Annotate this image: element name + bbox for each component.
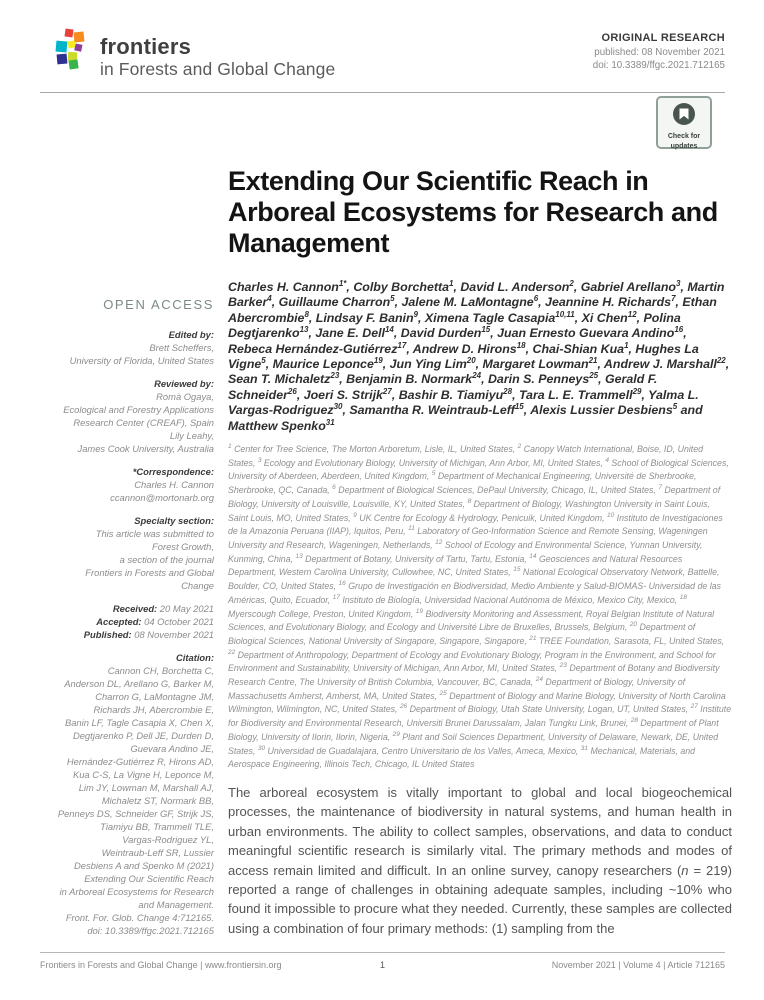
article-body — [228, 783, 732, 938]
affiliation: $^{10}$ Instituto de Investigaciones de la Amazonia Peruana (IIAP), Iquitos, Peru, — [228, 511, 723, 537]
affiliation: $^{31}$ Mechanical, Materials, and Aerospace Engineering, Illinois Tech, Chicago, IL United States — [228, 744, 696, 770]
affiliation-number: 13 — [295, 552, 303, 560]
affiliation: $^{21}$ TREE Foundation, Sarasota, FL, United States, — [529, 634, 725, 646]
affiliation-number: 23 — [559, 662, 567, 670]
footer-page-number: 1 — [379, 960, 385, 970]
author-affiliation-ref: 19 — [373, 355, 383, 365]
correspondence-name: Charles H. Cannon — [134, 479, 214, 490]
text-line: a section of the journal — [119, 554, 214, 565]
brand-text — [100, 28, 335, 79]
page-header — [40, 26, 725, 92]
author-affiliation-ref: 1 — [449, 278, 454, 288]
affiliation: $^{19}$ Biodiversity Monitoring and Assessment, Royal Belgian Institute of Natural Sciences, and Evolutionary Biology, and Ecology and Université Libre de Bruxelles, Brussels, Belgium, — [228, 607, 715, 633]
affiliation-number: 7 — [658, 484, 662, 492]
affiliation-number: 16 — [338, 580, 346, 588]
author-name: Matthew Spenko$^{31}$ — [228, 417, 335, 433]
affiliation-number: 1 — [228, 443, 232, 451]
correspondence-email[interactable]: ccannon@mortonarb.org — [110, 492, 214, 503]
author-name: Darin S. Penneys$^{25}$ — [487, 371, 599, 387]
affiliation-number: 15 — [513, 566, 521, 574]
received-row — [40, 602, 214, 615]
header-divider — [40, 92, 725, 93]
affiliation-number: 10 — [606, 511, 615, 519]
author-affiliation-ref: 4 — [267, 294, 272, 304]
text-line: Frontiers in Forests and Global — [85, 567, 214, 578]
author-name: Colby Borchetta$^1$ — [353, 278, 454, 294]
footer-journal-name: Frontiers in Forests and Global Change — [40, 960, 198, 970]
author-affiliation-ref: 5 — [672, 402, 678, 412]
published-label: Published: — [83, 629, 132, 640]
text-line: Cannon CH, Borchetta C, — [107, 665, 214, 676]
text-line: Vargas-Rodriguez YL, — [122, 834, 214, 845]
author-affiliation-ref: 1 — [624, 340, 629, 350]
text-line: Weintraub-Leff SR, Lussier — [101, 847, 214, 858]
footer-row — [40, 960, 725, 970]
author-name: Jane E. Dell$^{14}$ — [315, 325, 394, 341]
author-name: David L. Anderson$^2$ — [460, 278, 574, 294]
author-name: Ximena Tagle Casapia$^{10,11}$ — [424, 309, 575, 325]
author-name: Tara L. E. Trammell$^{29}$ — [518, 386, 642, 402]
author-name: Gerald F. Schneider$^{26}$ — [228, 372, 658, 402]
author-affiliation-ref: 3 — [675, 278, 681, 288]
text-line: Brett Scheffers, — [149, 342, 214, 353]
author-affiliation-ref: 21 — [588, 355, 598, 365]
affiliation: $^4$ School of Biological Sciences, University of Aberdeen, Aberdeen, United Kingdom, — [228, 456, 729, 482]
author-name: Margaret Lowman$^{21}$ — [482, 355, 598, 372]
author-affiliation-ref: 22 — [716, 355, 726, 365]
affiliation-number: 12 — [435, 539, 443, 547]
author-list: Charles H. Cannon$^{1*}$, Colby Borchetta$^1$, David L. Anderson$^2$, Gabriel Arellano$^3$, Martin Barker$^4$, Guillaume Charron$^5$, Jalene M. LaMontagne$^6$, Jeannine H. Richards$^7$, Ethan Abercrombie$^8$, Lindsay F. Banin$^9$, Ximena Tagle Casapia$^{10,11}$, Xi Chen$^{12}$, Polina Degtjarenko$^{13}$, Jane E. Dell$^{14}$, David Durden$^{15}$, Juan Ernesto Guevara Andino$^{16}$, Rebeca Hernández-Gutiérrez$^{17}$, Andrew D. Hirons$^{18}$, Chai-Shian Kua$^1$, Hughes La Vigne$^5$, Maurice Leponce$^{19}$, Jun Ying Lim$^{20}$, Margaret Lowman$^{21}$, Andrew J. Marshall$^{22}$, Sean T. Michaletz$^{23}$, Benjamin B. Normark$^{24}$, Darin S. Penneys$^{25}$, Gerald F. Schneider$^{26}$, Joeri S. Strijk$^{27}$, Bashir B. Tiamiyu$^{28}$, Tara L. E. Trammell$^{29}$, Yalma L. Vargas-Rodriguez$^{30}$, Samantha R. Weintraub-Leff$^{15}$, Alexis Lussier Desbiens$^5$ and Matthew Spenko$^{31}$ — [228, 278, 730, 433]
affiliation: $^{23}$ Department of Botany and Biodiversity Research Centre, The University of British Columbia, Vancouver, BC, Canada, — [228, 662, 720, 688]
author-affiliation-ref: 12 — [627, 309, 637, 319]
author-affiliation-ref: 20 — [466, 355, 476, 365]
article-title: Extending Our Scientific Reach in Arboreal Ecosystems for Research and Management — [228, 166, 718, 258]
brand-journal-name: in Forests and Global Change — [100, 59, 336, 79]
affiliation: $^{20}$ Department of Biological Sciences, National University of Singapore, Singapore, Singapore, — [228, 621, 696, 646]
author-name: Alexis Lussier Desbiens$^5$ — [530, 402, 678, 418]
author-name: Polina Degtjarenko$^{13}$ — [228, 310, 681, 341]
affiliation: $^{22}$ Department of Anthropology, Department of Ecology and Evolutionary Biology, Program in the Environment, and School for Environment and Sustainability, University of Michigan, Ann Arbor, MI, United States, — [228, 648, 716, 674]
published-date-line: published: 08 November 2021 — [594, 46, 725, 58]
text-line: Hernández-Gutiérrez R, Hirons AD, — [66, 756, 214, 767]
text-line: Lily Leahy, — [169, 430, 214, 441]
affiliation-number: 28 — [630, 717, 638, 725]
affiliation-number: 25 — [439, 689, 447, 697]
affiliation-number: 6 — [332, 484, 336, 492]
author-affiliation-ref: 23 — [330, 371, 340, 381]
affiliation: $^{16}$ Grupo de Investigación en Biodiversidad, Medio Ambiente y Salud-BIOMAS- Universidad de las Américas, Quito, Ecuador, — [228, 580, 721, 605]
text-line: doi: 10.3389/ffgc.2021.712165 — [87, 925, 214, 936]
author-affiliation-ref: 24 — [472, 371, 482, 381]
correspondence-label: *Correspondence: — [132, 466, 214, 477]
affiliation: $^{11}$ Laboratory of Geo-Information Science and Remote Sensing, Wageningen University and Research, Wageningen, Netherlands, — [228, 525, 708, 550]
text-line: Kua C-S, La Vigne H, Leponce M, — [72, 769, 214, 780]
author-affiliation-ref: 16 — [674, 325, 684, 335]
text-line: Research Center (CREAF), Spain — [73, 417, 214, 428]
accepted-row — [40, 615, 214, 628]
affiliation: $^{18}$ Myerscough College, Preston, United Kingdom, — [228, 593, 687, 619]
affiliation-number: 4 — [605, 456, 609, 464]
author-affiliation-ref: 1* — [338, 278, 347, 288]
affiliation: $^{26}$ Department of Biology, Utah State University, Logan, UT, United States, — [399, 703, 691, 715]
published-row — [40, 628, 214, 641]
affiliation-number: 27 — [690, 703, 698, 711]
check-for-updates-badge[interactable] — [656, 96, 712, 149]
author-name: Chai-Shian Kua$^1$ — [532, 340, 629, 356]
affiliation: $^{24}$ Department of Biology, University of Massachusetts Amherst, Amherst, MA, United States, — [228, 676, 686, 701]
reviewed-by-lines — [40, 390, 214, 455]
author-name: Jun Ying Lim$^{20}$ — [389, 355, 476, 372]
author-affiliation-ref: 9 — [413, 309, 418, 319]
author-name: Juan Ernesto Guevara Andino$^{16}$ — [497, 325, 684, 341]
affiliation-number: 17 — [332, 593, 340, 601]
author-affiliation-ref: 18 — [516, 340, 526, 350]
author-affiliation-ref: 10,11 — [555, 309, 575, 319]
correspondence-block — [40, 465, 214, 504]
affiliation: $^3$ Ecology and Evolutionary Biology, University of Michigan, Ann Arbor, MI, United States, — [257, 456, 606, 468]
text-line: Romà Ogaya, — [156, 391, 214, 402]
footer-url-link[interactable]: www.frontiersin.org — [204, 960, 282, 970]
citation-label: Citation: — [175, 652, 214, 663]
affiliation: $^{12}$ School of Ecology and Environmental Science, Yunnan University, Kunming, China, — [228, 539, 703, 564]
author-name: Hughes La Vigne$^5$ — [228, 341, 699, 372]
affiliation-number: 9 — [353, 511, 357, 519]
affiliation: $^{13}$ Department of Botany, University of Tartu, Tartu, Estonia, — [295, 552, 530, 564]
text-line: Forest Growth, — [152, 541, 214, 552]
text-line: Extending Our Scientific Reach — [84, 873, 214, 884]
received-value: 20 May 2021 — [157, 603, 214, 614]
article-type-label: ORIGINAL RESEARCH — [601, 32, 725, 44]
check-for-updates-label-line1: Check for — [667, 133, 701, 140]
author-affiliation-ref: 30 — [333, 402, 343, 412]
affiliation: $^2$ Canopy Watch International, Boise, ID, United States, — [228, 443, 704, 468]
author-affiliation-ref: 5 — [390, 294, 395, 304]
author-affiliation-ref: 15 — [514, 402, 524, 412]
affiliation-number: 19 — [415, 607, 423, 615]
received-label: Received: — [112, 603, 158, 614]
affiliation-number: 26 — [399, 703, 408, 711]
author-name: Charles H. Cannon$^{1*}$ — [228, 278, 347, 294]
author-name: Ethan Abercrombie$^8$ — [228, 295, 717, 325]
page-footer — [40, 952, 725, 970]
italic-text: n — [681, 862, 689, 878]
text-line: Lim JY, Lowman M, Marshall AJ, — [78, 782, 214, 793]
brand-name: frontiers — [100, 34, 192, 59]
author-name: Gabriel Arellano$^3$ — [580, 278, 681, 294]
author-affiliation-ref: 26 — [287, 386, 297, 396]
text-line: in Arboreal Ecosystems for Research — [59, 886, 214, 897]
header-meta — [593, 32, 725, 71]
citation-block — [40, 651, 214, 937]
author-name: David Durden$^{15}$ — [400, 325, 491, 341]
author-affiliation-ref: 7 — [671, 294, 676, 304]
affiliation: $^1$ Center for Tree Science, The Morton Arboretum, Lisle, IL, United States, — [228, 443, 518, 455]
affiliation-list — [228, 443, 732, 772]
author-affiliation-ref: 27 — [382, 386, 392, 396]
text-line: University of Florida, United States — [69, 355, 214, 366]
specialty-lines — [40, 527, 214, 592]
author-affiliation-ref: 31 — [325, 417, 335, 427]
edited-by-block — [40, 328, 214, 367]
text-line: Ecological and Forestry Applications — [63, 404, 214, 415]
specialty-section-block — [40, 514, 214, 592]
open-access-label: OPEN ACCESS — [103, 297, 214, 312]
author-name: Maurice Leponce$^{19}$ — [272, 355, 383, 372]
article-main-column — [228, 166, 732, 938]
author-affiliation-ref: 5 — [261, 355, 266, 365]
author-affiliation-ref: 14 — [384, 325, 394, 335]
author-name: Benjamin B. Normark$^{24}$ — [346, 371, 482, 387]
affiliation: $^{25}$ Department of Biology and Marine Biology, University of North Carolina Wilmington, Wilmington, NC, United States, — [228, 689, 726, 715]
affiliation: $^{30}$ Universidad de Guadalajara, Centro Universitario de los Valles, Ameca, Mexico, — [257, 744, 581, 756]
doi-line[interactable]: doi: 10.3389/ffgc.2021.712165 — [592, 60, 725, 71]
affiliation-number: 31 — [580, 744, 588, 752]
author-name: Jalene M. LaMontagne$^6$ — [401, 294, 539, 310]
affiliation: $^{29}$ Plant and Soil Sciences Department, University of Delaware, Newark, DE, United States, — [228, 730, 719, 756]
dates-block — [40, 602, 214, 641]
text-line: Charron G, LaMontagne JM, — [95, 691, 214, 702]
author-name: Guillaume Charron$^5$ — [278, 294, 395, 310]
affiliation-number: 11 — [408, 525, 415, 533]
affiliation: $^{14}$ Geosciences and Natural Resources Department, Western Carolina University, Cullowhee, NC, United States, — [228, 552, 683, 578]
affiliation: $^{28}$ Department of Plant Biology, University of Ilorin, Ilorin, Nigeria, — [228, 717, 719, 742]
affiliation-number: 22 — [228, 648, 236, 656]
text-line: This article was submitted to — [95, 528, 214, 539]
text-line: Banin LF, Tagle Casapia X, Chen X, — [64, 717, 214, 728]
citation-lines — [40, 664, 214, 937]
author-name: Xi Chen$^{12}$ — [581, 309, 637, 325]
text-line: Change — [181, 580, 214, 591]
text-line: Degtjarenko P, Dell JE, Durden D, — [72, 730, 214, 741]
affiliation: $^6$ Department of Biological Sciences, DePaul University, Chicago, IL, United States, — [332, 484, 659, 496]
specialty-section-label: Specialty section: — [134, 515, 214, 526]
affiliation-number: 8 — [467, 497, 472, 505]
accepted-value: 04 October 2021 — [141, 616, 214, 627]
affiliation: $^7$ Department of Biology, University of Louisville, Louisville, KY, United States, — [228, 484, 721, 509]
author-affiliation-ref: 17 — [397, 340, 407, 350]
author-affiliation-ref: 2 — [569, 278, 574, 288]
text-line: Richards JH, Abercrombie E, — [93, 704, 214, 715]
text-line: Guevara Andino JE, — [130, 743, 214, 754]
check-for-updates-label-line2: updates — [670, 142, 698, 150]
author-name: Andrew J. Marshall$^{22}$ — [603, 355, 726, 372]
affiliation: $^9$ UK Centre for Ecology & Hydrology, Penicuik, United Kingdom, — [353, 511, 607, 523]
affiliation-number: 3 — [257, 456, 262, 464]
author-affiliation-ref: 29 — [632, 386, 642, 396]
published-value: 08 November 2021 — [131, 629, 214, 640]
affiliation-number: 14 — [529, 552, 537, 560]
author-name: Jeannine H. Richards$^7$ — [545, 294, 676, 310]
frontiers-cubes-icon — [54, 28, 94, 70]
text-line: and Management. — [138, 899, 214, 910]
text-line: Desbiens A and Spenko M (2021) — [73, 860, 214, 871]
reviewed-by-label: Reviewed by: — [154, 378, 214, 389]
article-info-sidebar — [40, 297, 214, 947]
affiliation: $^{27}$ Institute for Biodiversity and Environmental Research, Universiti Brunei Darussalam, Jalan Tungku Link, Brunei, — [228, 703, 732, 729]
author-affiliation-ref: 25 — [589, 371, 599, 381]
accepted-label: Accepted: — [96, 616, 142, 627]
author-affiliation-ref: 28 — [503, 386, 513, 396]
author-affiliation-ref: 15 — [481, 325, 491, 335]
author-name: Sean T. Michaletz$^{23}$ — [228, 371, 340, 387]
affiliation-number: 2 — [517, 443, 522, 451]
affiliation-number: 20 — [629, 621, 638, 629]
author-name: Martin Barker$^4$ — [228, 280, 725, 310]
author-name: Samantha R. Weintraub-Leff$^{15}$ — [349, 402, 524, 418]
text-line: Tiamiyu BB, Trammell TLE, — [100, 821, 214, 832]
affiliation-number: 21 — [529, 634, 537, 642]
affiliation: $^8$ Department of Biology, Washington University in Saint Louis, Saint Louis, MO, United States, — [228, 497, 710, 523]
author-name: Rebeca Hernández-Gutiérrez$^{17}$ — [228, 340, 407, 356]
author-name: Andrew D. Hirons$^{18}$ — [412, 340, 526, 356]
text-line: James Cook University, Australia — [77, 443, 214, 454]
text-line: Front. For. Glob. Change 4:712165. — [65, 912, 214, 923]
footer-separator: | — [197, 960, 205, 970]
edited-by-label: Edited by: — [168, 329, 214, 340]
edited-by-lines — [40, 341, 214, 367]
author-affiliation-ref: 6 — [533, 294, 539, 304]
text-line: Anderson DL, Arellano G, Barker M, — [64, 678, 214, 689]
affiliation: $^5$ Department of Mechanical Engineering, Université de Sherbrooke, Sherbrooke, QC, Canada, — [228, 470, 697, 496]
crossmark-icon — [671, 101, 697, 127]
affiliation-number: 30 — [257, 744, 266, 752]
text-line: Penneys DS, Schneider GF, Strijk JS, — [57, 808, 214, 819]
footer-divider — [40, 952, 725, 953]
author-name: Joeri S. Strijk$^{27}$ — [303, 386, 392, 402]
text-line: Michaletz ST, Normark BB, — [101, 795, 214, 806]
affiliation-number: 24 — [535, 676, 543, 684]
frontiers-logo — [54, 28, 335, 79]
reviewed-by-block — [40, 377, 214, 455]
affiliation: $^{17}$ Instituto de Biología, Universidad Nacional Autónoma de México, Mexico City, Mexico, — [332, 593, 680, 605]
affiliation-number: 18 — [679, 593, 687, 601]
author-name: Bashir B. Tiamiyu$^{28}$ — [398, 386, 513, 402]
body-paragraph: The arboreal ecosystem is vitally important to global and local biogeochemical processes, the maintenance of biodiversity in natural systems, and human health in urban environments. The ability to collect samples, observations, and data to conduct meaningful scientific research is similarly vital. The primary methods and modes of access remain limited and difficult. In an online survey, canopy researchers (n = 219) reported a range of challenges in obtaining adequate samples, including ~10% who found it impossible to procure what they needed. Currently, these samples are collected using a combination of four primary methods: (1) sampling from the — [228, 784, 732, 936]
affiliation-number: 5 — [431, 470, 436, 478]
affiliation-number: 29 — [392, 730, 400, 738]
author-affiliation-ref: 13 — [299, 325, 309, 335]
author-name: Yalma L. Vargas-Rodriguez$^{30}$ — [228, 387, 699, 418]
affiliation: $^{15}$ National Ecological Observatory Network, Battelle, Boulder, CO, United States, — [228, 566, 720, 592]
footer-issue-info: November 2021 | Volume 4 | Article 712165 — [551, 960, 725, 970]
author-affiliation-ref: 8 — [304, 309, 309, 319]
author-name: Lindsay F. Banin$^9$ — [315, 309, 418, 325]
